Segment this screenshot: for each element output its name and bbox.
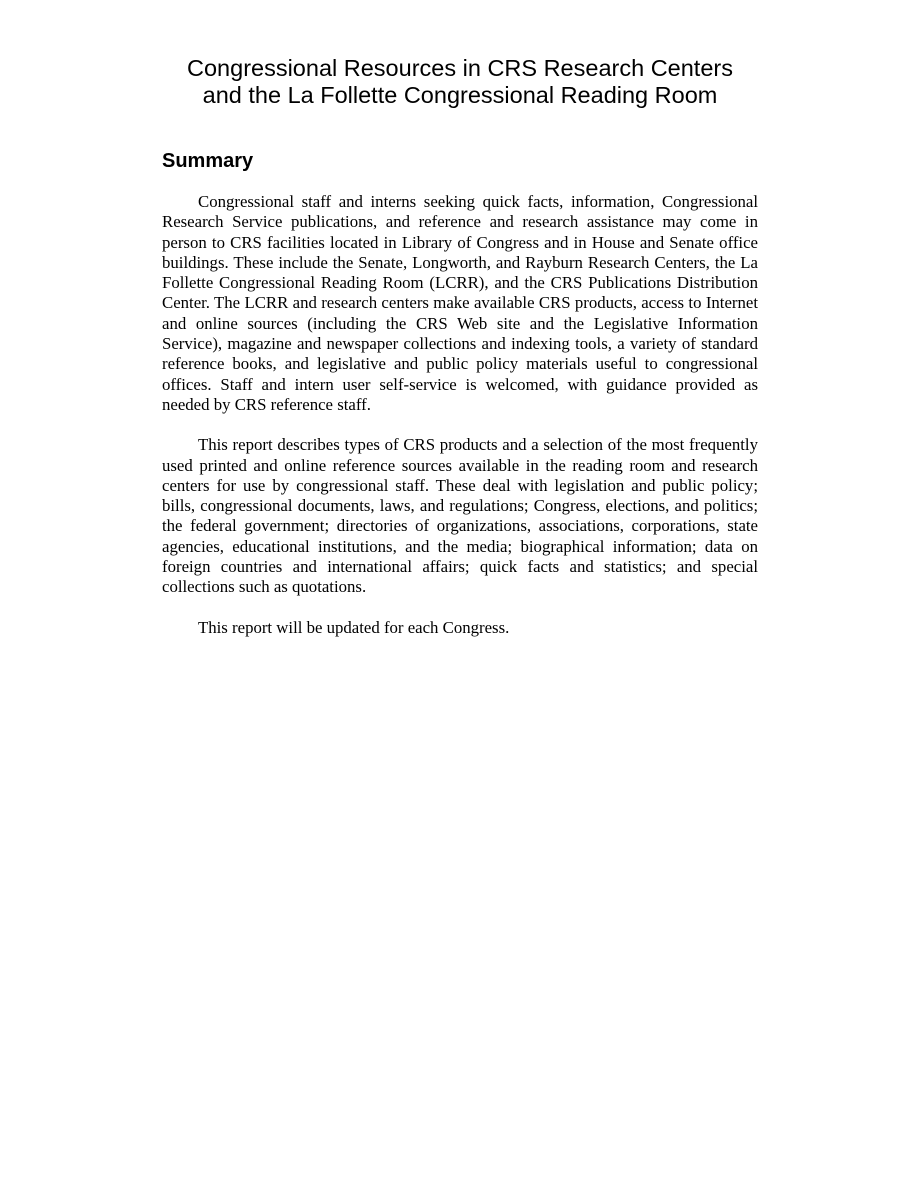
document-title bbox=[162, 55, 758, 109]
summary-paragraph-2: This report describes types of CRS products and a selection of the most frequently used printed and online reference sources available in the reading room and research centers for use by congressional staff. These deal with legislation and public policy; bills, congressional documents, laws, and regulations; Congress, elections, and politics; the federal government; directories of organizations, associations, corporations, state agencies, educational institutions, and the media; biographical information; data on foreign countries and international affairs; quick facts and statistics; and special collections such as quotations. bbox=[162, 435, 758, 597]
document-page bbox=[162, 55, 758, 638]
document-title-line-1: Congressional Resources in CRS Research Centers bbox=[187, 55, 733, 81]
summary-paragraph-1: Congressional staff and interns seeking quick facts, information, Congressional Research Service publications, and reference and research assistance may come in person to CRS facilities located in Library of Congress and in House and Senate office buildings. These include the Senate, Longworth, and Rayburn Research Centers, the La Follette Congressional Reading Room (LCRR), and the CRS Publications Distribution Center. The LCRR and research centers make available CRS products, access to Internet and online sources (including the CRS Web site and the Legislative Information Service), magazine and newspaper collections and indexing tools, a variety of standard reference books, and legislative and public policy materials useful to congressional offices. Staff and intern user self-service is welcomed, with guidance provided as needed by CRS reference staff. bbox=[162, 192, 758, 414]
document-title-line-2: and the La Follette Congressional Reading Room bbox=[202, 82, 718, 108]
summary-paragraph-3: This report will be updated for each Congress. bbox=[198, 617, 510, 637]
summary-heading: Summary bbox=[162, 150, 254, 172]
